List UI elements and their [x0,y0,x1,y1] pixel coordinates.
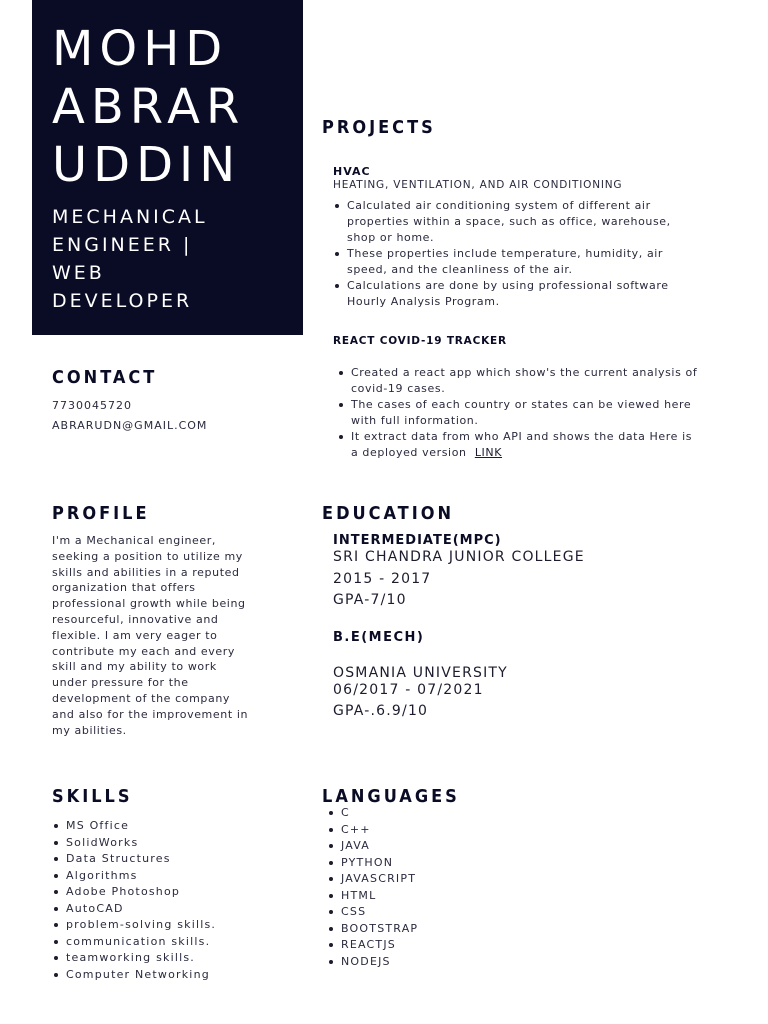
name-line-1: MOHD [52,21,229,77]
edu-be-school: OSMANIA UNIVERSITY [333,665,508,681]
list-item: communication skills. [52,934,282,951]
edu-inter-degree: INTERMEDIATE(MPC) [333,533,502,548]
project-hvac-title: HVAC [333,165,371,178]
education-heading: EDUCATION [322,503,455,524]
list-item: JAVA [327,838,527,855]
list-item: teamworking skills. [52,950,282,967]
contact-heading: CONTACT [52,367,158,388]
list-item: CSS [327,904,527,921]
list-item: The cases of each country or states can be viewed here with full information. [337,397,699,429]
project-covid-title: REACT COVID-19 TRACKER [333,335,507,347]
projects-heading: PROJECTS [322,117,436,138]
deployed-link[interactable]: LINK [474,446,503,459]
list-item: AutoCAD [52,901,282,918]
name-line-3: UDDIN [52,137,242,193]
role-line-3: WEB [52,262,105,284]
edu-inter-school: SRI CHANDRA JUNIOR COLLEGE [333,549,585,565]
edu-inter-years: 2015 - 2017 [333,571,432,587]
edu-be-years: 06/2017 - 07/2021 [333,682,484,698]
list-item: PYTHON [327,855,527,872]
project-hvac-subtitle: HEATING, VENTILATION, AND AIR CONDITIONING [333,179,623,191]
languages-heading: LANGUAGES [322,786,460,807]
list-item: BOOTSTRAP [327,921,527,938]
list-item: Created a react app which show's the current analysis of covid-19 cases. [337,365,699,397]
role-line-4: DEVELOPER [52,290,193,312]
list-item: JAVASCRIPT [327,871,527,888]
list-item: NODEJS [327,954,527,971]
list-item: C++ [327,822,527,839]
list-item: Calculations are done by using professional software Hourly Analysis Program. [333,278,688,310]
role-line-2: ENGINEER | [52,234,193,256]
list-item: Data Structures [52,851,282,868]
list-item: Adobe Photoshop [52,884,282,901]
list-item: SolidWorks [52,835,282,852]
name-banner [32,0,303,335]
list-item: Computer Networking [52,967,282,984]
edu-be-grade: GPA-.6.9/10 [333,703,429,719]
contact-phone: 7730045720 [52,399,132,412]
list-item: REACTJS [327,937,527,954]
list-item: Calculated air conditioning system of different air properties within a space, such as office, warehouse, shop or home. [333,198,688,246]
list-item: C [327,805,527,822]
list-item: Algorithms [52,868,282,885]
list-item: problem-solving skills. [52,917,282,934]
list-item: These properties include temperature, humidity, air speed, and the cleanliness of the air. [333,246,688,278]
project-hvac-bullets [333,198,688,310]
project-covid-bullets [337,365,699,461]
languages-list [327,805,527,970]
skills-list [52,818,282,983]
list-item: MS Office [52,818,282,835]
profile-heading: PROFILE [52,503,150,524]
list-item [337,429,699,461]
edu-inter-grade: GPA-7/10 [333,592,407,608]
skills-heading: SKILLS [52,786,133,807]
project-covid-last-text: It extract data from who API and shows the data Here is a deployed version [351,430,693,459]
profile-text: I'm a Mechanical engineer, seeking a position to utilize my skills and abilities in a reputed organization that offers professional growth while being resourceful, innovative and flexible. I am very eager to contribute my each and every skill and my ability to work under pressure for the development of the company and also for the improvement in my abilities. [52,534,249,737]
edu-be-degree: B.E(MECH) [333,630,425,645]
contact-email: ABRARUDN@GMAIL.COM [52,419,208,432]
role-line-1: MECHANICAL [52,206,208,228]
list-item: HTML [327,888,527,905]
name-line-2: ABRAR [52,79,246,135]
